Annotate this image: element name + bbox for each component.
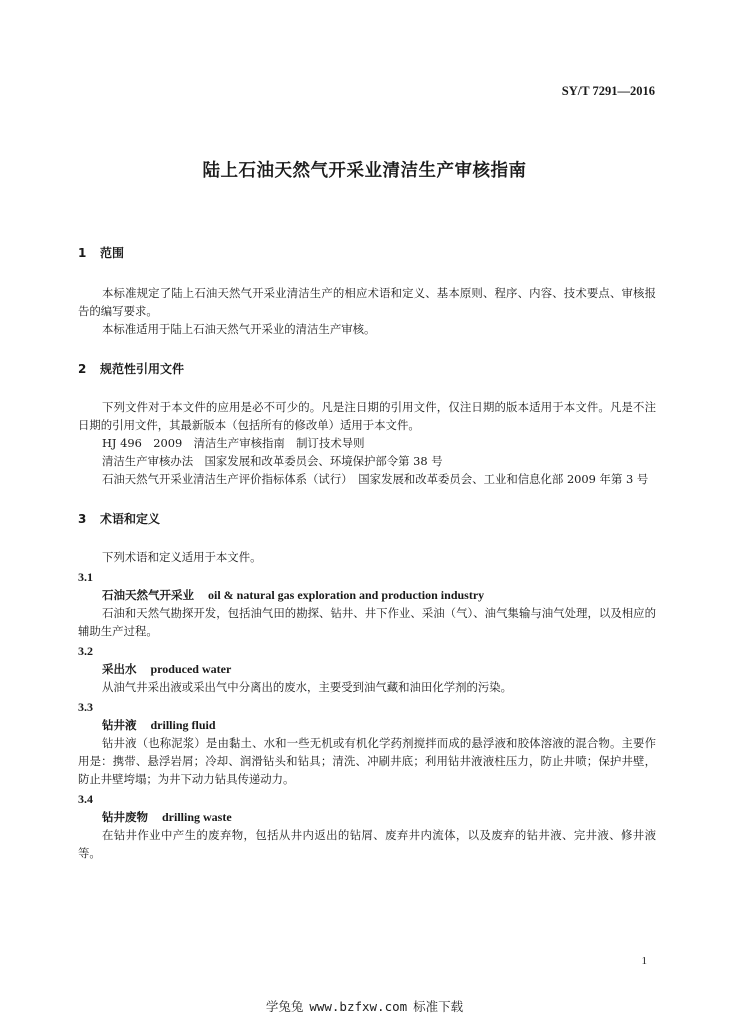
reference-item: 清洁生产审核办法 国家发展和改革委员会、环境保护部令第 38 号 (102, 454, 443, 468)
watermark-url: www.bzfxw.com (309, 999, 408, 1014)
term-english: produced water (150, 662, 232, 676)
section-heading-normative-references (78, 360, 656, 378)
term-entry (78, 586, 656, 604)
page-number: 1 (641, 955, 647, 967)
term-entry (78, 808, 656, 826)
section-title: 术语和定义 (100, 512, 161, 526)
term-english: oil & natural gas exploration and production industry (208, 588, 485, 602)
paragraph: 下列术语和定义适用于本文件。 (102, 550, 262, 564)
term-definition: 钻井液（也称泥浆）是由黏土、水和一些无机或有机化学药剂搅拌而成的悬浮液和胶体溶液的混合物。主要作用是：携带、悬浮岩屑；冷却、润滑钻头和钻具；清洗、冲刷井底；利用钻井液液柱压力，防止井喷；保护井壁，防止井壁垮塌；为井下动力钻具传递动力。 (78, 736, 656, 786)
term-entry (78, 716, 656, 734)
term-number: 3.1 (78, 570, 93, 584)
download-watermark (0, 997, 729, 1015)
term-chinese: 石油天然气开采业 (102, 588, 194, 602)
paragraph: 下列文件对于本文件的应用是必不可少的。凡是注日期的引用文件，仅注日期的版本适用于本文件。凡是不注日期的引用文件，其最新版本（包括所有的修改单）适用于本文件。 (78, 400, 656, 432)
term-chinese: 钻井液 (102, 718, 137, 732)
section-number: 1 (78, 246, 87, 260)
reference-item: 石油天然气开采业清洁生产评价指标体系（试行） 国家发展和改革委员会、工业和信息化部 2009 年第 3 号 (102, 472, 649, 486)
term-definition: 在钻井作业中产生的废弃物，包括从井内返出的钻屑、废弃井内流体，以及废弃的钻井液、完井液、修井液等。 (78, 828, 656, 860)
section-number: 2 (78, 362, 87, 376)
term-chinese: 钻井废物 (102, 810, 148, 824)
paragraph: 本标准适用于陆上石油天然气开采业的清洁生产审核。 (102, 322, 376, 336)
term-entry (78, 660, 656, 678)
reference-item: HJ 496 2009 清洁生产审核指南 制订技术导则 (102, 436, 365, 450)
paragraph: 本标准规定了陆上石油天然气开采业清洁生产的相应术语和定义、基本原则、程序、内容、技术要点、审核报告的编写要求。 (78, 286, 656, 318)
term-chinese: 采出水 (102, 662, 137, 676)
term-english: drilling fluid (150, 718, 216, 732)
term-number: 3.3 (78, 700, 93, 714)
section-number: 3 (78, 512, 87, 526)
section-heading-terms (78, 510, 656, 528)
term-number: 3.4 (78, 792, 93, 806)
section-title: 规范性引用文件 (100, 362, 185, 376)
term-definition: 从油气井采出液或采出气中分离出的废水，主要受到油气藏和油田化学剂的污染。 (102, 680, 513, 694)
document-body (78, 244, 656, 862)
standard-code: SY/T 7291—2016 (561, 84, 655, 98)
watermark-label: 标准下载 (413, 999, 464, 1014)
term-definition: 石油和天然气勘探开发，包括油气田的勘探、钻井、井下作业、采油（气）、油气集输与油气处理，以及相应的辅助生产过程。 (78, 606, 656, 638)
term-english: drilling waste (162, 810, 232, 824)
term-number: 3.2 (78, 644, 93, 658)
document-title: 陆上石油天然气开采业清洁生产审核指南 (202, 161, 527, 181)
watermark-site-name: 学兔兔 (265, 999, 304, 1014)
section-title: 范围 (100, 246, 125, 260)
section-heading-scope (78, 244, 656, 262)
